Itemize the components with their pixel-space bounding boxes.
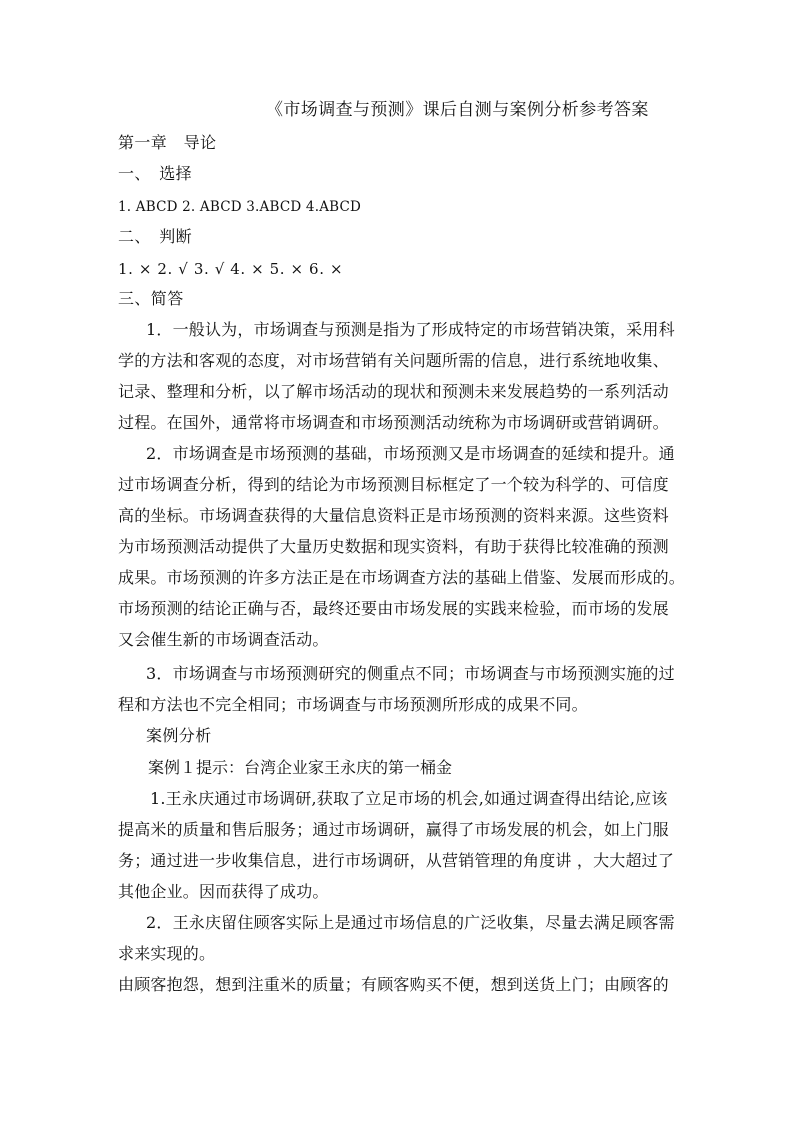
case-line-3: 务；通过进一步收集信息，进行市场调研，从营销管理的角度讲 ，大大超过了 [118,851,675,870]
section-3-line-7: 高的坐标。市场调查获得的大量信息资料正是市场预测的资料来源。这些资料 [118,506,669,525]
case-line-5: 2．王永庆留住顾客实际上是通过市场信息的广泛收集，尽量去满足顾客需 [146,913,675,932]
section-3-line-6: 过市场调查分析，得到的结论为市场预测目标框定了一个较为科学的、可信度 [118,475,669,494]
section-3-line-2: 学的方法和客观的态度，对市场营销有关问题所需的信息，进行系统地收集、 [118,351,669,370]
case-line-1: 1.王永庆通过市场调研,获取了立足市场的机会,如通过调查得出结论,应该 [150,789,668,808]
page-title: 《市场调查与预测》课后自测与案例分析参考答案 [266,100,649,120]
section-3-line-13: 程和方法也不完全相同；市场调查与市场预测所形成的成果不同。 [118,695,588,714]
section-1-heading: 一、 选择 [118,164,193,183]
section-3-line-5: 2．市场调查是市场预测的基础，市场预测又是市场调查的延续和提升。通 [146,444,675,463]
section-3-line-8: 为市场预测活动提供了大量历史数据和现实资料，有助于获得比较准确的预测 [118,537,669,556]
section-3-heading: 三、简答 [118,289,184,308]
section-3-line-4: 过程。在国外，通常将市场调查和市场预测活动统称为市场调研或营销调研。 [118,413,669,432]
chapter-heading: 第一章 导论 [118,133,217,152]
section-3-line-1: 1．一般认为，市场调查与预测是指为了形成特定的市场营销决策，采用科 [146,320,675,339]
case-line-2: 提高米的质量和售后服务；通过市场调研，赢得了市场发展的机会，如上门服 [118,820,669,839]
section-3-line-10: 市场预测的结论正确与否，最终还要由市场发展的实践来检验，而市场的发展 [118,599,669,618]
case-line-7: 由顾客抱怨，想到注重米的质量；有顾客购买不便，想到送货上门；由顾客的 [118,975,669,994]
section-1-answers: 1. ABCD 2. ABCD 3.ABCD 4.ABCD [118,199,362,215]
section-3-line-3: 记录、整理和分析，以了解市场活动的现状和预测未来发展趋势的一系列活动 [118,382,669,401]
section-3-line-12: 3．市场调查与市场预测研究的侧重点不同；市场调查与市场预测实施的过 [146,664,675,683]
section-2-heading: 二、 判断 [118,227,193,246]
case-title: 案例１提示：台湾企业家王永庆的第一桶金 [148,758,453,777]
case-line-4: 其他企业。因而获得了成功。 [118,882,329,901]
section-3-line-11: 又会催生新的市场调查活动。 [118,630,329,649]
section-2-answers: 1. × 2. √ 3. √ 4. × 5. × 6. × [118,260,344,278]
section-3-line-9: 成果。市场预测的许多方法正是在市场调查方法的基础上借鉴、发展而形成的。 [118,568,686,587]
case-line-6: 求来实现的。 [118,944,216,963]
case-analysis-heading: 案例分析 [146,726,212,745]
